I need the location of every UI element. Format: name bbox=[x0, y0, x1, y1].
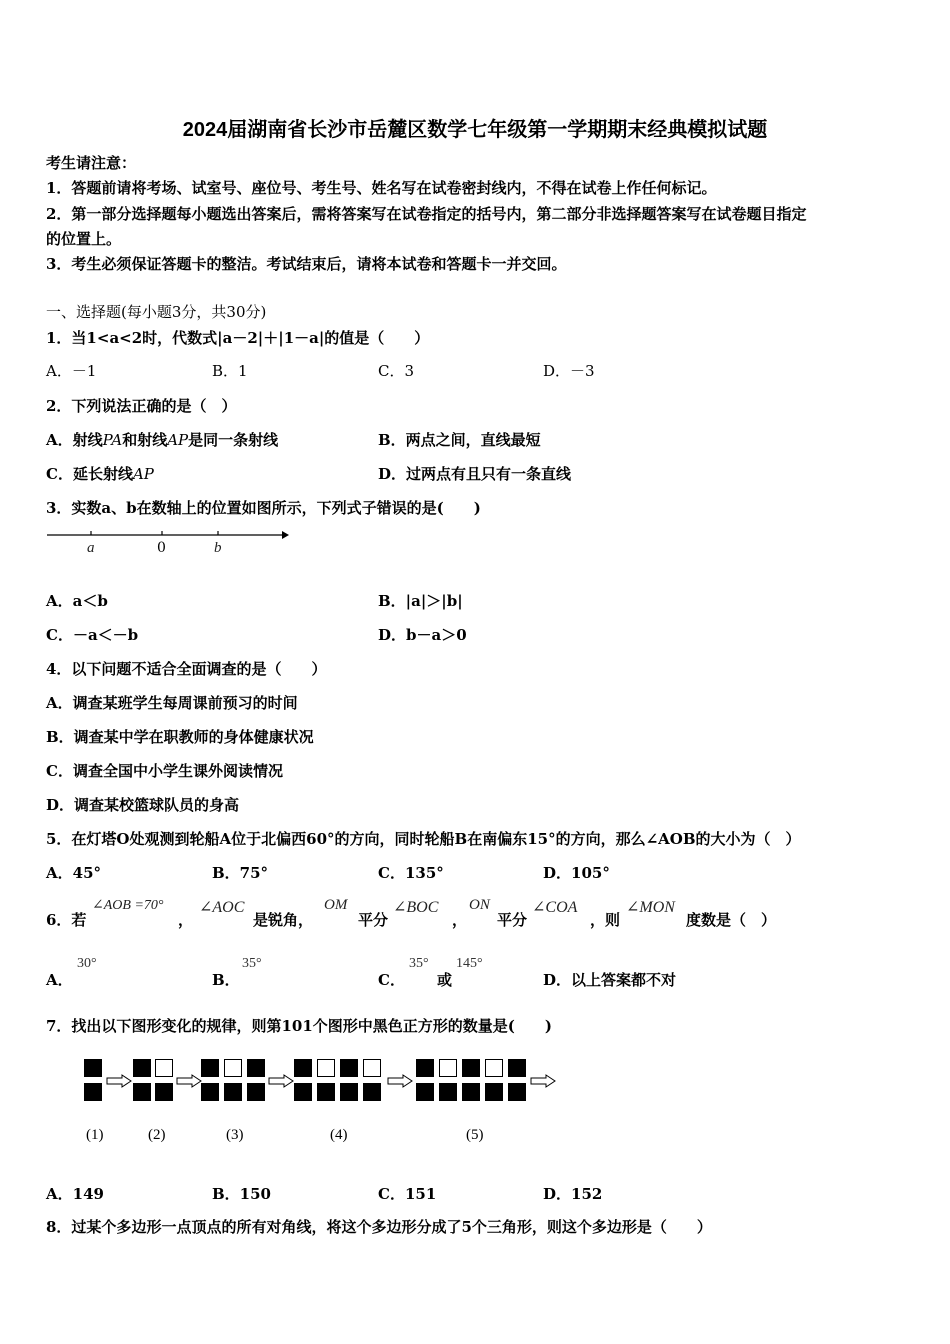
white-square bbox=[485, 1059, 503, 1077]
notice-item: 1．答题前请将考场、试室号、座位号、考生号、姓名写在试卷密封线内，不得在试卷上作任何标记。 bbox=[46, 179, 717, 197]
black-square bbox=[201, 1083, 219, 1101]
question-8-stem: 8．过某个多边形一点顶点的所有对角线，将这个多边形分成了5个三角形，则这个多边形是（ ） bbox=[46, 1218, 712, 1236]
right-arrow-icon bbox=[268, 1074, 294, 1088]
black-square bbox=[416, 1059, 434, 1077]
black-square bbox=[317, 1083, 335, 1101]
q3-option-c: C．－a＜－b bbox=[46, 626, 139, 644]
figure-caption: (5) bbox=[466, 1127, 484, 1143]
q7-option-b: B．150 bbox=[212, 1185, 271, 1203]
q6-option-c-or: 或 bbox=[437, 971, 453, 989]
q6-math: ∠MON bbox=[626, 899, 675, 916]
q4-option-b: B．调查某中学在职教师的身体健康状况 bbox=[46, 728, 314, 746]
black-square bbox=[462, 1083, 480, 1101]
q6-text: ，则 bbox=[590, 911, 621, 929]
number-line-label-0: 0 bbox=[157, 540, 166, 556]
q2-a-text: 和射线 bbox=[122, 431, 168, 449]
question-4-stem: 4．以下问题不适合全面调查的是（ ） bbox=[46, 660, 327, 678]
black-square bbox=[508, 1083, 526, 1101]
q4-option-a: A．调查某班学生每周课前预习的时间 bbox=[46, 694, 298, 712]
figure-caption: (4) bbox=[330, 1127, 348, 1143]
black-square bbox=[340, 1059, 358, 1077]
black-square bbox=[224, 1083, 242, 1101]
q6-text: 平分 bbox=[358, 911, 389, 929]
question-5-stem: 5．在灯塔O处观测到轮船A位于北偏西60°的方向，同时轮船B在南偏东15°的方向，那么∠AOB的大小为（ ） bbox=[46, 830, 801, 848]
q2-c-math: AP bbox=[132, 465, 154, 483]
black-square bbox=[84, 1083, 102, 1101]
q2-option-b: B．两点之间，直线最短 bbox=[378, 431, 541, 449]
black-square bbox=[247, 1059, 265, 1077]
black-square bbox=[133, 1083, 151, 1101]
q2-a-text: 是同一条射线 bbox=[188, 431, 279, 449]
black-square bbox=[133, 1059, 151, 1077]
q5-option-a: A．45° bbox=[46, 864, 102, 882]
q1-option-b: B．1 bbox=[212, 362, 248, 380]
q1-option-a: A．－1 bbox=[46, 362, 97, 380]
right-arrow-icon bbox=[530, 1074, 556, 1088]
number-line-label-a: a bbox=[87, 540, 95, 556]
q6-text: 平分 bbox=[497, 911, 528, 929]
figure-caption: (1) bbox=[86, 1127, 104, 1143]
right-arrow-icon bbox=[106, 1074, 132, 1088]
q6-math: ∠BOC bbox=[393, 899, 439, 916]
question-2-stem: 2．下列说法正确的是（ ） bbox=[46, 397, 237, 415]
question-3-stem: 3．实数a、b在数轴上的位置如图所示，下列式子错误的是( ) bbox=[46, 499, 481, 517]
q6-math: ∠AOC bbox=[199, 899, 245, 916]
q5-option-d: D．105° bbox=[543, 864, 610, 882]
q2-option-d: D．过两点有且只有一条直线 bbox=[378, 465, 572, 483]
q2-a-math: PA bbox=[102, 431, 123, 449]
q1-option-c: C．3 bbox=[378, 362, 415, 380]
q3-option-d: D．b－a＞0 bbox=[378, 626, 467, 644]
q6-option-d: D．以上答案都不对 bbox=[543, 971, 677, 989]
q6-text: ， bbox=[452, 911, 468, 929]
q6-option-a-value: 30° bbox=[77, 956, 97, 971]
q7-option-a: A．149 bbox=[46, 1185, 104, 1203]
q2-c-text: C．延长射线 bbox=[46, 465, 133, 483]
page-title: 2024届湖南省长沙市岳麓区数学七年级第一学期期末经典模拟试题 bbox=[182, 119, 768, 141]
q7-option-c: C．151 bbox=[378, 1185, 437, 1203]
white-square bbox=[317, 1059, 335, 1077]
black-square bbox=[294, 1059, 312, 1077]
notice-item: 的位置上。 bbox=[46, 230, 122, 248]
white-square bbox=[224, 1059, 242, 1077]
q4-option-c: C．调查全国中小学生课外阅读情况 bbox=[46, 762, 283, 780]
q2-a-text: A．射线 bbox=[46, 431, 103, 449]
question-1-stem: 1．当1<a<2时，代数式|a－2|＋|1－a|的值是（ ） bbox=[46, 329, 430, 347]
black-square bbox=[340, 1083, 358, 1101]
q6-option-c-label: C． bbox=[378, 971, 405, 989]
q3-option-a: A．a＜b bbox=[46, 592, 108, 610]
q4-option-d: D．调查某校篮球队员的身高 bbox=[46, 796, 240, 814]
figure-caption: (2) bbox=[148, 1127, 166, 1143]
black-square bbox=[294, 1083, 312, 1101]
q5-option-b: B．75° bbox=[212, 864, 269, 882]
q3-option-b: B．|a|＞|b| bbox=[378, 592, 463, 610]
question-7-stem: 7．找出以下图形变化的规律，则第101个图形中黑色正方形的数量是( ) bbox=[46, 1017, 552, 1035]
black-square bbox=[247, 1083, 265, 1101]
black-square bbox=[485, 1083, 503, 1101]
q1-option-d: D．－3 bbox=[543, 362, 595, 380]
black-square bbox=[416, 1083, 434, 1101]
black-square bbox=[84, 1059, 102, 1077]
q6-option-a-label: A． bbox=[46, 971, 73, 989]
black-square bbox=[462, 1059, 480, 1077]
black-square bbox=[201, 1059, 219, 1077]
q2-a-math: AP bbox=[167, 431, 189, 449]
white-square bbox=[439, 1059, 457, 1077]
q7-option-d: D．152 bbox=[543, 1185, 603, 1203]
right-arrow-icon bbox=[387, 1074, 413, 1088]
q6-option-c-value: 35° bbox=[409, 956, 429, 971]
q6-math: ∠COA bbox=[532, 899, 578, 916]
q6-text: 6．若 bbox=[46, 911, 87, 929]
q6-option-c-value: 145° bbox=[456, 956, 483, 971]
black-square bbox=[363, 1083, 381, 1101]
q6-option-b-label: B． bbox=[212, 971, 240, 989]
black-square bbox=[439, 1083, 457, 1101]
notice-item: 3．考生必须保证答题卡的整洁。考试结束后，请将本试卷和答题卡一并交回。 bbox=[46, 255, 567, 273]
q6-text: 度数是（ ） bbox=[686, 911, 777, 929]
q6-math: ∠AOB =70° bbox=[92, 898, 164, 913]
right-arrow-icon bbox=[176, 1074, 202, 1088]
q6-math: ON bbox=[469, 897, 490, 913]
black-square bbox=[155, 1083, 173, 1101]
number-line-label-b: b bbox=[214, 540, 222, 556]
q6-math: OM bbox=[324, 897, 348, 913]
white-square bbox=[363, 1059, 381, 1077]
notice-heading: 考生请注意： bbox=[46, 154, 137, 172]
q6-text: ， bbox=[178, 911, 194, 929]
notice-item: 2．第一部分选择题每小题选出答案后，需将答案写在试卷指定的括号内，第二部分非选择题答案写在试卷题目指定 bbox=[46, 205, 807, 223]
white-square bbox=[155, 1059, 173, 1077]
q6-option-b-value: 35° bbox=[242, 956, 262, 971]
black-square bbox=[508, 1059, 526, 1077]
figure-caption: (3) bbox=[226, 1127, 244, 1143]
q6-text: 是锐角， bbox=[253, 911, 314, 929]
section-heading: 一、选择题(每小题3分，共30分) bbox=[46, 303, 267, 321]
q5-option-c: C．135° bbox=[378, 864, 444, 882]
